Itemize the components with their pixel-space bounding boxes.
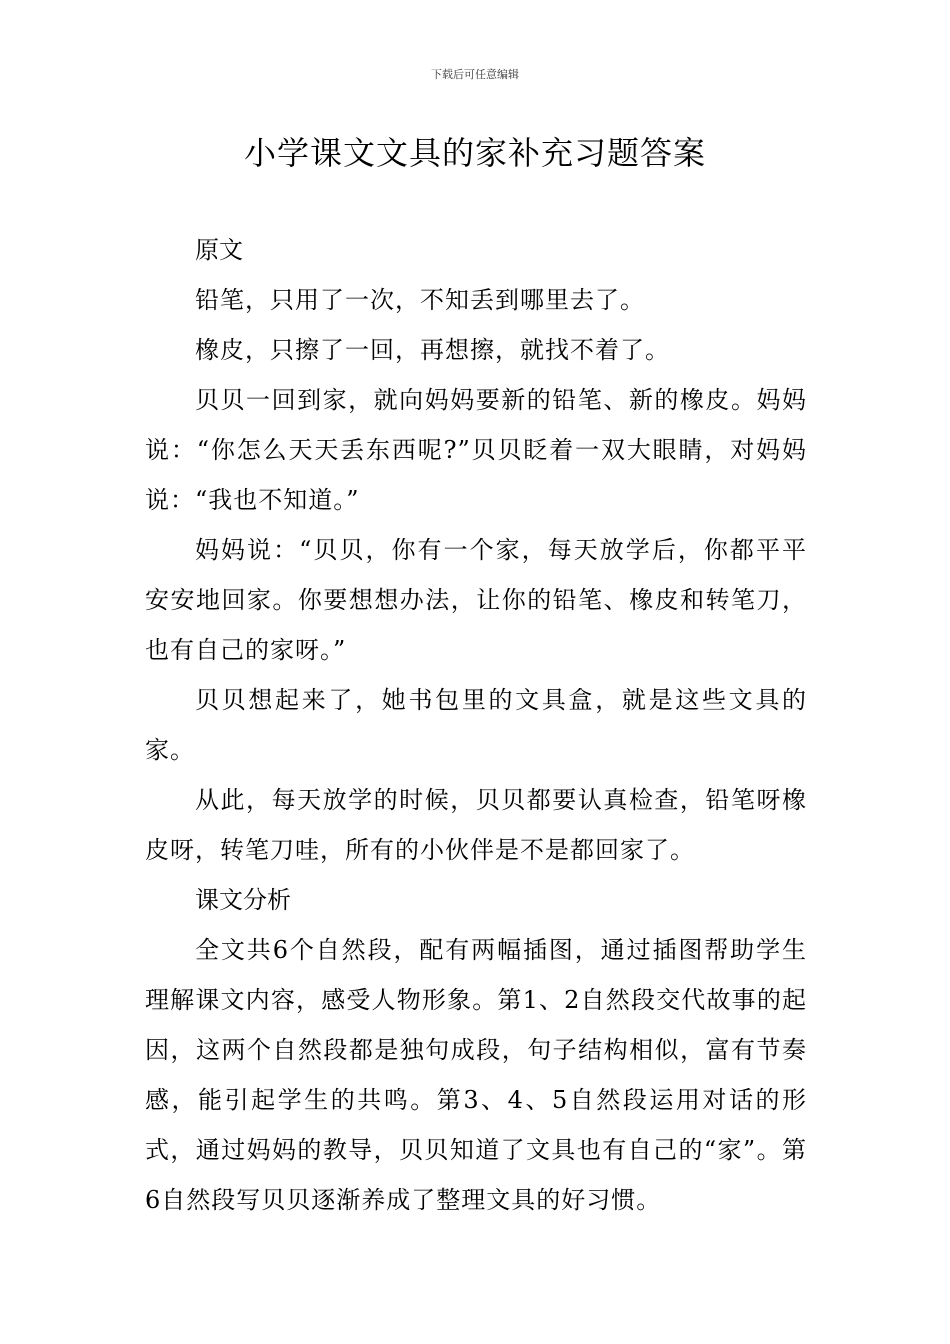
paragraph: 铅笔，只用了一次，不知丢到哪里去了。 xyxy=(195,286,645,314)
section-heading-original: 原文 xyxy=(195,236,243,264)
paragraph: 从此，每天放学的时候，贝贝都要认真检查，铅笔呀橡皮呀，转笔刀哇，所有的小伙伴是不是都回家了。 xyxy=(145,786,807,864)
section-heading-analysis: 课文分析 xyxy=(195,886,291,914)
paragraph: 全文共6个自然段，配有两幅插图，通过插图帮助学生理解课文内容，感受人物形象。第1、2自然段交代故事的起因，这两个自然段都是独句成段，句子结构相似，富有节奏感，能引起学生的共鸣。第3、4、5自然段运用对话的形式，通过妈妈的教导，贝贝知道了文具也有自己的“家”。第6自然段写贝贝逐渐养成了整理文具的好习惯。 xyxy=(145,936,807,1214)
paragraph: 贝贝想起来了，她书包里的文具盒，就是这些文具的家。 xyxy=(145,686,807,764)
paragraph: 橡皮，只擦了一回，再想擦，就找不着了。 xyxy=(195,336,670,364)
header-note: 下载后可任意编辑 xyxy=(431,68,519,81)
document-body xyxy=(145,225,807,1225)
page-title: 小学课文文具的家补充习题答案 xyxy=(243,134,706,172)
paragraph: 妈妈说：“贝贝，你有一个家，每天放学后，你都平平安安地回家。你要想想办法，让你的铅笔、橡皮和转笔刀，也有自己的家呀。” xyxy=(145,536,807,664)
paragraph: 贝贝一回到家，就向妈妈要新的铅笔、新的橡皮。妈妈说：“你怎么天天丢东西呢?”贝贝眨着一双大眼睛，对妈妈说：“我也不知道。” xyxy=(145,386,807,514)
